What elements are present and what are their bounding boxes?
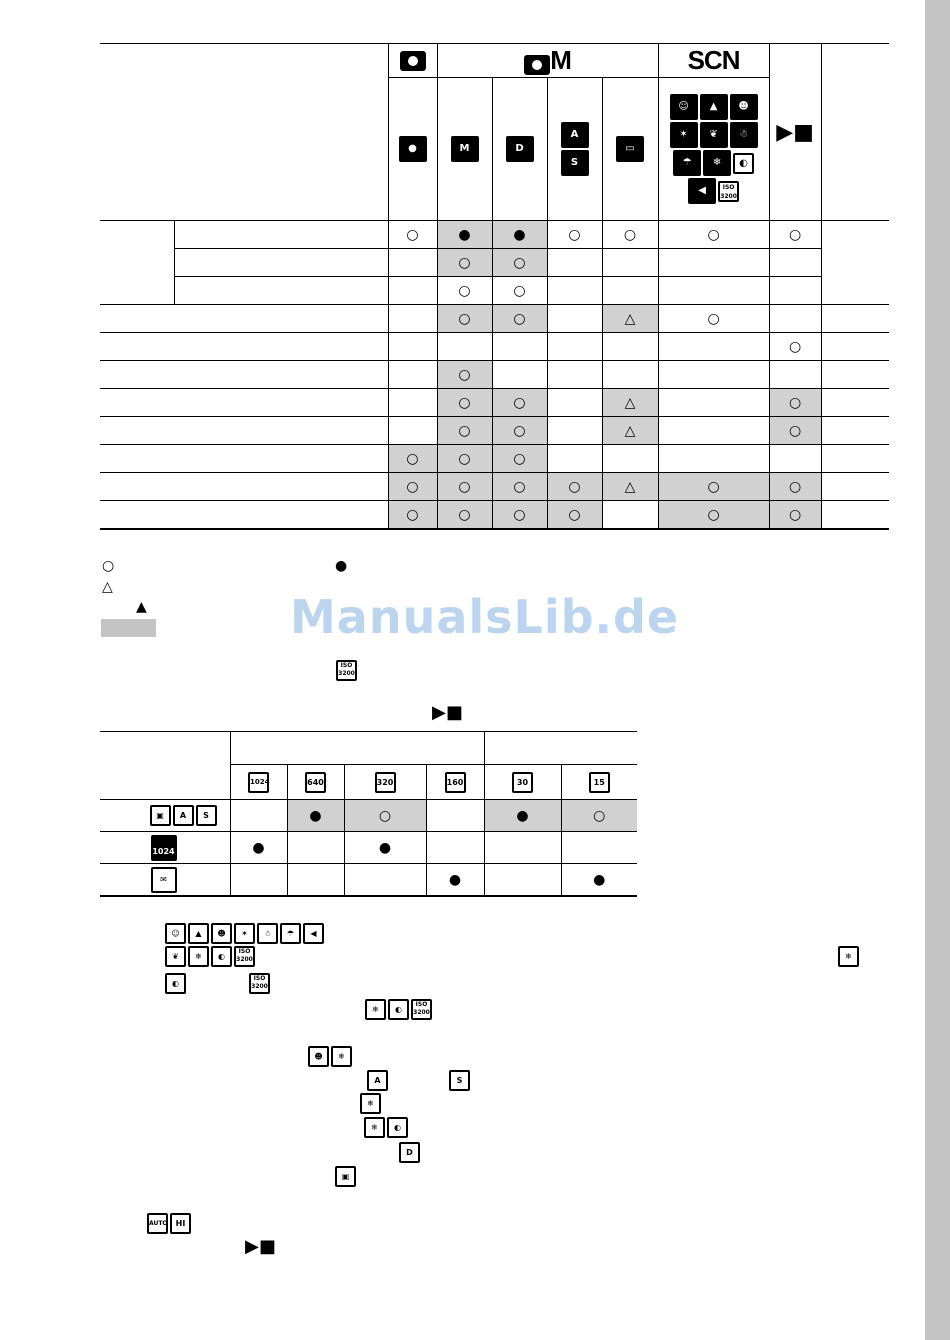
cell-right (821, 445, 889, 473)
cell: ● (437, 221, 492, 249)
legend-open-circle: ○ (102, 558, 115, 574)
cell-right (821, 333, 889, 361)
movie-col (426, 765, 484, 800)
cell: ● (344, 832, 426, 864)
iso-3200-icon: ISO 3200 (336, 660, 357, 681)
landscape-icon: ▲ (700, 94, 728, 120)
table-row (100, 417, 889, 445)
framerate-15-icon: 15 (589, 772, 610, 793)
cell-right (821, 501, 889, 530)
legend-shaded-box (101, 619, 156, 637)
cell: △ (602, 305, 658, 333)
snow-icon: ☃ (730, 122, 758, 148)
cell (388, 361, 437, 389)
movie-row-label (100, 800, 230, 832)
camera-icon (400, 51, 426, 71)
cell (388, 333, 437, 361)
legend-filled-triangle: ▲ (136, 599, 147, 615)
cell: ○ (388, 221, 437, 249)
header-stitch-assist (602, 78, 658, 221)
movie-col (230, 765, 287, 800)
row-label (174, 221, 388, 249)
cell (547, 417, 602, 445)
table-row (100, 832, 637, 864)
cell (344, 864, 426, 897)
table-row (100, 501, 889, 530)
movie-s-icon: S (196, 805, 217, 826)
cell (769, 277, 821, 305)
cell: ○ (547, 221, 602, 249)
row-label (100, 305, 388, 333)
row-label (174, 249, 388, 277)
header-auto-camera (388, 44, 437, 78)
cell (769, 249, 821, 277)
cell: ○ (437, 445, 492, 473)
cell: ○ (437, 305, 492, 333)
cell (602, 445, 658, 473)
cell (388, 249, 437, 277)
resolution-320-icon: 320 (375, 772, 396, 793)
cell (547, 361, 602, 389)
beach-icon: ☂ (280, 923, 301, 944)
movie-col (484, 765, 561, 800)
cell (547, 305, 602, 333)
aquarium-icon: ❄ (838, 946, 859, 967)
cell: ● (426, 864, 484, 897)
stitch-s-icon: S (561, 150, 589, 176)
row-label (100, 473, 388, 501)
iso-3200-icon: ISO 3200 (411, 999, 432, 1020)
page-edge-tab (925, 0, 950, 1340)
fireworks-icon: ✶ (670, 122, 698, 148)
cell: ○ (437, 501, 492, 530)
cell (561, 832, 637, 864)
cell: ○ (769, 333, 821, 361)
cell (602, 361, 658, 389)
indoor-icon: ◀ (688, 178, 716, 204)
movie-col (561, 765, 637, 800)
table-row (100, 221, 889, 249)
standard-movie-icon: ▣ (335, 1166, 356, 1187)
movie-a-icon: A (173, 805, 194, 826)
iso-auto-icon: AUTO (147, 1213, 168, 1234)
aquarium-icon: ❄ (364, 1117, 385, 1138)
table-row (100, 445, 889, 473)
cell (484, 864, 561, 897)
compatibility-table (100, 43, 889, 530)
movie-camera-icon: ▶■ (245, 1236, 276, 1257)
cell: ○ (388, 445, 437, 473)
cell (287, 864, 344, 897)
cell: ○ (492, 305, 547, 333)
aquarium-icon: ❄ (188, 946, 209, 967)
foliage-icon: ❦ (165, 946, 186, 967)
stitch-a-icon: A (367, 1070, 388, 1091)
cell: ○ (769, 221, 821, 249)
header-stitch (547, 78, 602, 221)
portrait-icon: ☺ (165, 923, 186, 944)
landscape-icon: ▲ (188, 923, 209, 944)
cell-right (821, 473, 889, 501)
note-icons-line4 (364, 998, 433, 1021)
cell: ○ (658, 221, 769, 249)
movie-table (100, 731, 637, 897)
cell (602, 249, 658, 277)
cell (547, 445, 602, 473)
stitch-a-icon: A (561, 122, 589, 148)
header-blank (100, 44, 388, 221)
cell: ○ (388, 473, 437, 501)
cell (547, 277, 602, 305)
row-group-label (100, 221, 174, 305)
movie-col (344, 765, 426, 800)
camera-m-icon: M (451, 136, 479, 162)
cell: ○ (658, 501, 769, 530)
cell: ○ (492, 417, 547, 445)
header-movie (769, 44, 821, 221)
cell: ○ (492, 389, 547, 417)
cell (492, 361, 547, 389)
cell: ○ (769, 389, 821, 417)
table-row (100, 305, 889, 333)
stitch-s-icon: S (449, 1070, 470, 1091)
resolution-160-icon: 160 (445, 772, 466, 793)
movie-row-label (100, 832, 230, 864)
cell: ○ (388, 501, 437, 530)
cell (426, 800, 484, 832)
table-row (100, 800, 637, 832)
cell-right (821, 389, 889, 417)
movie-header-resolution (230, 732, 484, 765)
cell (602, 501, 658, 530)
cell (658, 333, 769, 361)
note-iso-icons (146, 1212, 192, 1235)
underwater-icon: ◐ (733, 153, 754, 174)
cell (388, 389, 437, 417)
cell: ○ (658, 473, 769, 501)
cell: ○ (492, 473, 547, 501)
row-label (100, 333, 388, 361)
digital-macro-icon: D (506, 136, 534, 162)
cell (547, 389, 602, 417)
cell (658, 277, 769, 305)
note-scene-icons-line2 (164, 945, 256, 968)
cell: ● (230, 832, 287, 864)
cell: ○ (492, 249, 547, 277)
cell: △ (602, 417, 658, 445)
cell: ● (561, 864, 637, 897)
cell: ● (492, 221, 547, 249)
snow-icon: ☃ (257, 923, 278, 944)
cell: ○ (547, 473, 602, 501)
cell (388, 305, 437, 333)
cell (658, 361, 769, 389)
auto-mode-icon: ● (399, 136, 427, 162)
cell (658, 417, 769, 445)
table-row (100, 333, 889, 361)
header-manual (437, 44, 658, 78)
underwater-icon: ◐ (165, 973, 186, 994)
cell: △ (602, 473, 658, 501)
iso-3200-icon: ISO 3200 (249, 973, 270, 994)
cell (602, 277, 658, 305)
cell (658, 249, 769, 277)
underwater-icon: ◐ (388, 999, 409, 1020)
cell (769, 361, 821, 389)
header-auto-mode (388, 78, 437, 221)
header-blank-right (821, 44, 889, 221)
cell: ○ (492, 445, 547, 473)
row-label (100, 417, 388, 445)
cell (230, 800, 287, 832)
cell (426, 832, 484, 864)
cell: ○ (658, 305, 769, 333)
table-row (100, 864, 637, 897)
cell: ○ (437, 361, 492, 389)
kids-pets-icon: ☻ (211, 923, 232, 944)
cell-right (821, 305, 889, 333)
cell: ○ (769, 473, 821, 501)
header-manual-mode (437, 78, 492, 221)
movie-col (287, 765, 344, 800)
iso-3200-icon: ISO 3200 (718, 181, 739, 202)
aquarium-icon: ❄ (365, 999, 386, 1020)
cell: ○ (769, 501, 821, 530)
cell: ○ (437, 277, 492, 305)
cell: ○ (437, 417, 492, 445)
row-label (100, 501, 388, 530)
cell: ○ (602, 221, 658, 249)
cell (437, 333, 492, 361)
stitch-assist-icon: ▭ (616, 136, 644, 162)
header-digital-macro (492, 78, 547, 221)
digital-macro-icon: D (399, 1142, 420, 1163)
standard-movie-icon: ▣ (150, 805, 171, 826)
legend-filled-circle: ● (335, 558, 348, 574)
iso-3200-icon: ISO 3200 (234, 946, 255, 967)
cell (769, 305, 821, 333)
table-row (100, 277, 889, 305)
cell-right (821, 417, 889, 445)
kids-pets-icon: ☻ (308, 1046, 329, 1067)
movie-camera-icon: ▶■ (432, 702, 463, 723)
note-icons-line5 (307, 1045, 353, 1068)
row-label (100, 361, 388, 389)
cell: ○ (547, 501, 602, 530)
cell (658, 445, 769, 473)
cell: ○ (344, 800, 426, 832)
cell (230, 864, 287, 897)
cell: ○ (561, 800, 637, 832)
foliage-icon: ❦ (700, 122, 728, 148)
cell (287, 832, 344, 864)
indoor-icon: ◀ (303, 923, 324, 944)
cell: △ (602, 389, 658, 417)
cell: ○ (437, 389, 492, 417)
beach-icon: ☂ (673, 150, 701, 176)
scene-label: SCN (687, 45, 740, 75)
resolution-640-icon: 640 (305, 772, 326, 793)
note-icons-line8 (363, 1116, 409, 1139)
cell: ○ (437, 249, 492, 277)
note-scene-icons-line1 (164, 922, 325, 945)
cell (388, 417, 437, 445)
movie-header-framerate (484, 732, 637, 765)
aquarium-icon: ❄ (331, 1046, 352, 1067)
row-label (100, 445, 388, 473)
cell: ● (484, 800, 561, 832)
cell (658, 389, 769, 417)
cell (547, 249, 602, 277)
table-row (100, 389, 889, 417)
table-row (100, 249, 889, 277)
cell-right (821, 221, 889, 305)
kids-pets-icon: ☻ (730, 94, 758, 120)
aquarium-icon: ❄ (703, 150, 731, 176)
underwater-icon: ◐ (387, 1117, 408, 1138)
watermark: ManualsLib.de (290, 590, 680, 644)
portrait-icon: ☺ (670, 94, 698, 120)
table-row (100, 361, 889, 389)
cell (547, 333, 602, 361)
row-label (100, 389, 388, 417)
cell (484, 832, 561, 864)
cell: ● (287, 800, 344, 832)
cell-right (821, 361, 889, 389)
legend-triangle: △ (102, 579, 113, 595)
aquarium-icon: ❄ (360, 1093, 381, 1114)
cell (492, 333, 547, 361)
iso-hi-icon: HI (170, 1213, 191, 1234)
row-label (174, 277, 388, 305)
cell (602, 333, 658, 361)
table-row (100, 473, 889, 501)
resolution-1024-icon: 1024 (248, 772, 269, 793)
cell: ○ (492, 501, 547, 530)
camera-icon (524, 55, 550, 75)
framerate-30-icon: 30 (512, 772, 533, 793)
underwater-icon: ◐ (211, 946, 232, 967)
header-scene (658, 44, 769, 78)
header-scene-icons (658, 78, 769, 221)
cell (388, 277, 437, 305)
email-movie-icon: ✉ (151, 867, 177, 893)
manual-label: M (550, 45, 571, 75)
cell (769, 445, 821, 473)
movie-row-label (100, 864, 230, 897)
cell: ○ (437, 473, 492, 501)
movie-header-blank (100, 732, 230, 800)
movie-camera-icon: ▶■ (776, 119, 814, 145)
cell: ○ (769, 417, 821, 445)
fireworks-icon: ✶ (234, 923, 255, 944)
high-resolution-movie-icon: 1024 (151, 835, 177, 861)
cell: ○ (492, 277, 547, 305)
